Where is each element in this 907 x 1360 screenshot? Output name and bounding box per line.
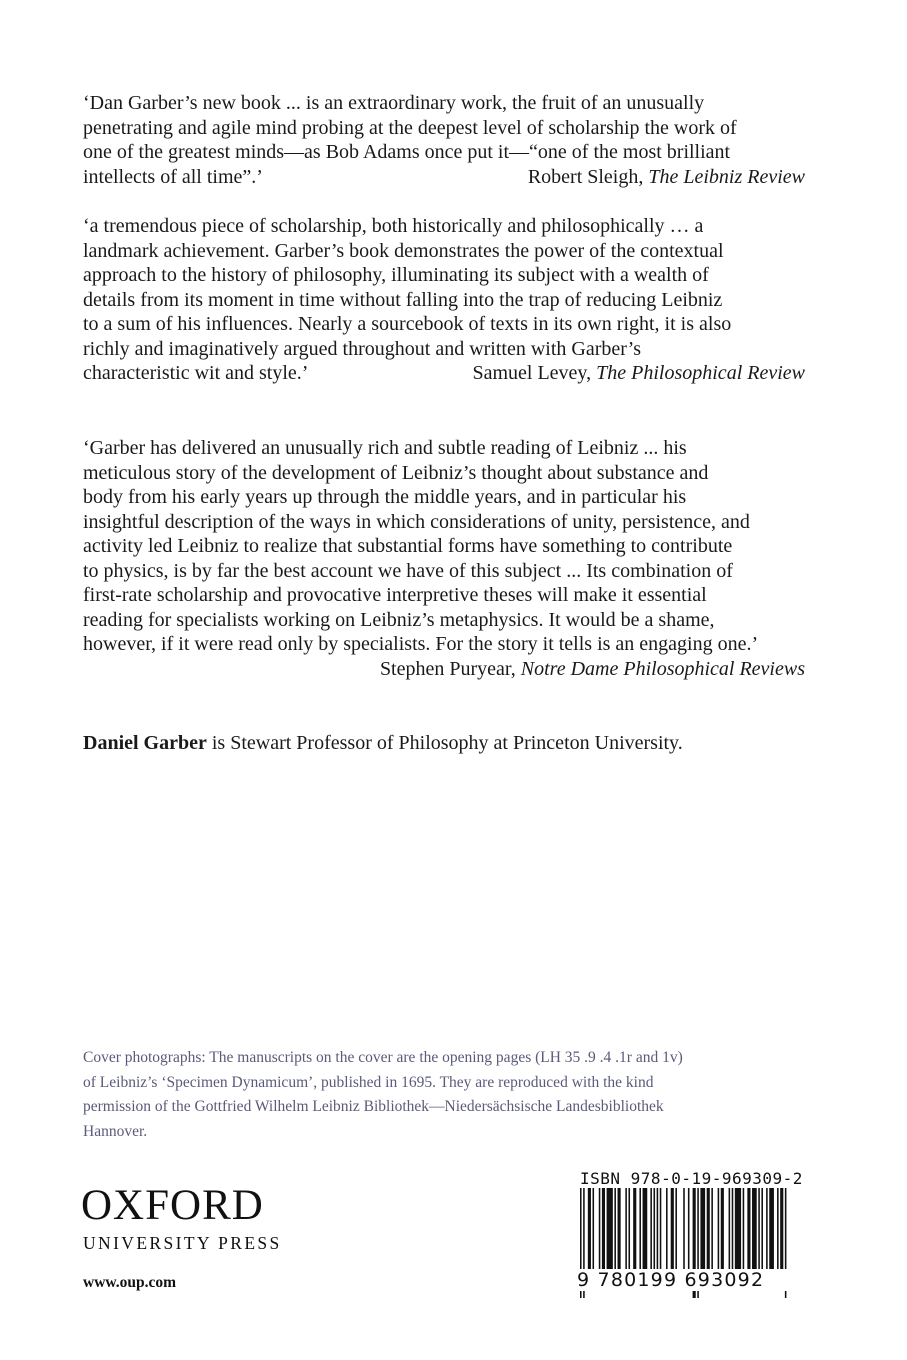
credit-line: of Leibniz’s ‘Specimen Dynamicum’, published in 1695. They are reproduced with the kind (83, 1073, 654, 1091)
barcode-digits: 9 780199 693092 (575, 1269, 793, 1291)
quote-line: ‘a tremendous piece of scholarship, both historically and philosophically … a (83, 215, 704, 237)
barcode-bar (683, 1188, 685, 1272)
quote-last-line (83, 165, 805, 190)
quote-line: characteristic wit and style.’ (83, 362, 309, 384)
barcode-bar (729, 1188, 731, 1272)
quote-line: intellects of all time”.’ (83, 165, 263, 188)
attribution-author: Robert Sleigh, (527, 165, 649, 188)
barcode-bar (752, 1188, 757, 1272)
quote-line: one of the greatest minds—as Bob Adams once put it—“one of the most brilliant (83, 141, 731, 163)
publisher-logo (81, 1184, 282, 1254)
isbn-label: ISBN 978-0-19-969309-2 (580, 1169, 803, 1188)
attribution (528, 165, 805, 190)
barcode-bar (707, 1188, 710, 1272)
quote-line: reading for specialists working on Leibniz’s metaphysics. It would be a shame, (83, 608, 715, 631)
barcode-bar (777, 1188, 779, 1272)
quote-line: richly and imaginatively argued throughout and written with Garber’s (83, 337, 642, 360)
barcode-bar (588, 1188, 591, 1272)
barcode-bar (625, 1188, 627, 1272)
quote-line: penetrating and agile mind probing at the deepest level of scholarship the work of (83, 116, 737, 139)
quote-line: activity led Leibniz to realize that substantial forms have something to contribute (83, 535, 733, 557)
barcode-bar (602, 1188, 605, 1272)
attribution (83, 657, 805, 682)
barcode-bar (688, 1188, 690, 1272)
barcode-bar (735, 1188, 741, 1272)
barcode-bar (666, 1188, 668, 1272)
publisher-name: OXFORD (81, 1182, 264, 1229)
barcode-bar (711, 1188, 713, 1272)
attribution-source: Notre Dame Philosophical Reviews (520, 657, 805, 680)
barcode-bar (628, 1188, 630, 1272)
barcode-bar (660, 1188, 662, 1272)
barcode-bar (654, 1188, 656, 1272)
quote-last-line (83, 361, 805, 386)
quote-line: insightful description of the ways in which considerations of unity, persistence, and (83, 510, 750, 533)
barcode-bar (718, 1188, 720, 1272)
attribution-source: The Philosophical Review (596, 362, 805, 384)
review-quote-1 (83, 91, 805, 189)
credit-line: Hannover. (83, 1122, 148, 1140)
quote-line: first-rate scholarship and provocative interpretive theses will make it essential (83, 584, 707, 606)
barcode-bar (743, 1188, 745, 1272)
barcode-bar (614, 1188, 616, 1272)
cover-credit (83, 1046, 813, 1144)
barcode-bar (633, 1188, 636, 1272)
barcode-bar (747, 1188, 750, 1272)
barcode-bar (599, 1188, 601, 1272)
publisher-subtitle: UNIVERSITY PRESS (83, 1233, 282, 1253)
attribution-author: Samuel Levey, (472, 362, 597, 384)
attribution (472, 361, 805, 386)
quote-line: meticulous story of the development of Leibniz’s thought about substance and (83, 461, 709, 484)
publisher-website: www.oup.com (83, 1274, 177, 1291)
barcode-bar (593, 1188, 595, 1272)
review-quote-3 (83, 436, 805, 681)
barcode-bar (769, 1188, 774, 1272)
barcode-bar (766, 1188, 768, 1272)
barcode-bar (618, 1188, 621, 1272)
quote-line: ‘Dan Garber’s new book ... is an extraordinary work, the fruit of an unusually (83, 92, 705, 114)
barcode-bar (639, 1188, 641, 1272)
author-bio-text: is Stewart Professor of Philosophy at Princeton University. (206, 732, 683, 754)
barcode-bar (721, 1188, 724, 1272)
quote-line: ‘Garber has delivered an unusually rich and subtle reading of Leibniz ... his (83, 437, 687, 459)
barcode-bar (650, 1188, 652, 1272)
quote-line: to physics, is by far the best account we have of this subject ... Its combination of (83, 559, 733, 582)
credit-line: permission of the Gottfried Wilhelm Leibniz Bibliothek—Niedersächsische Landesbibliothek (83, 1098, 664, 1115)
author-bio (83, 731, 805, 756)
review-quote-2 (83, 214, 805, 386)
barcode-bar (732, 1188, 734, 1272)
barcode-bar (671, 1188, 674, 1272)
attribution-source: The Leibniz Review (648, 165, 805, 188)
barcode-bar (675, 1188, 677, 1272)
quote-line: landmark achievement. Garber’s book demonstrates the power of the contextual (83, 239, 724, 262)
barcode-bar (700, 1188, 705, 1272)
barcode-bar (657, 1188, 659, 1272)
barcode-bar (761, 1188, 763, 1272)
barcode-bar (780, 1188, 783, 1272)
quote-line: however, if it were read only by specialists. For the story it tells is an engaging one.’ (83, 633, 759, 655)
quote-line: approach to the history of philosophy, illuminating its subject with a wealth of (83, 264, 709, 286)
author-name: Daniel Garber (83, 732, 207, 754)
attribution-author: Stephen Puryear, (379, 657, 521, 680)
quote-line: body from his early years up through the middle years, and in particular his (83, 486, 687, 508)
credit-line: Cover photographs: The manuscripts on the cover are the opening pages (LH 35 .9 .4 .1r and 1v) (83, 1049, 683, 1066)
barcode-bar (758, 1188, 760, 1272)
barcode-bar (607, 1188, 613, 1272)
quote-line: to a sum of his influences. Nearly a sourcebook of texts in its own right, it is also (83, 313, 732, 335)
quote-line: details from its moment in time without falling into the trap of reducing Leibniz (83, 288, 723, 311)
barcode-bar (643, 1188, 648, 1272)
